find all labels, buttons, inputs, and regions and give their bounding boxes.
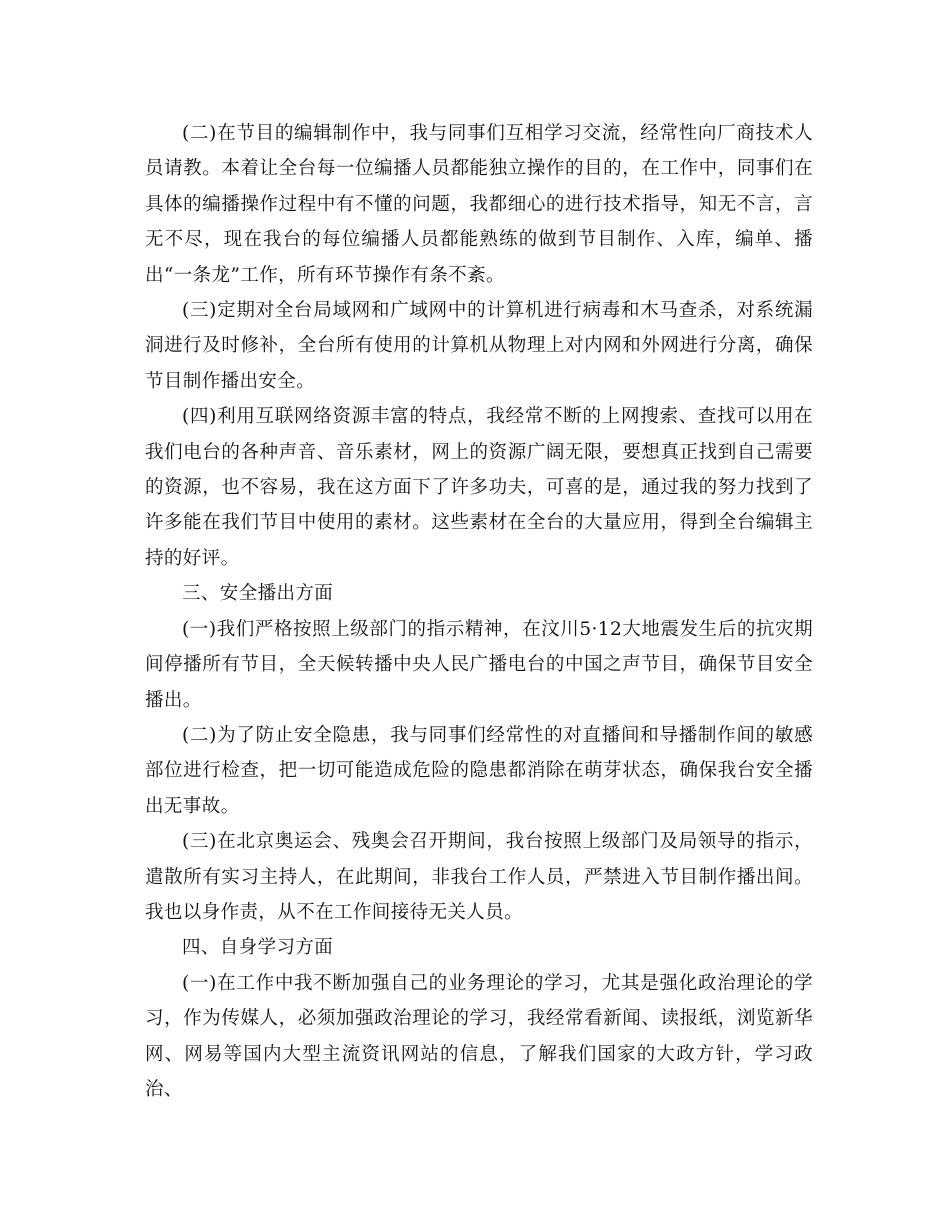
- paragraph-editing-production: (二)在节目的编辑制作中，我与同事们互相学习交流，经常性向厂商技术人员请教。本着让全台每一位编播人员都能独立操作的目的，在工作中，同事们在具体的编播操作过程中有不懂的问题，我都细心的进行技术指导，知无不言，言无不尽，现在我台的每位编播人员都能熟练的做到节目制作、入库，编单、播出“一条龙”工作，所有环节操作有条不紊。: [145, 123, 813, 286]
- section-heading-self-study: 四、自身学习方面: [182, 937, 334, 959]
- paragraph-olympics-period: (三)在北京奥运会、残奥会召开期间，我台按照上级部门及局领导的指示，遣散所有实习主持人，在此期间，非我台工作人员，严禁进入节目制作播出间。我也以身作责，从不在工作间接待无关人员。: [145, 831, 813, 923]
- document-body: [145, 116, 813, 1107]
- paragraph-theory-study: (一)在工作中我不断加强自己的业务理论的学习，尤其是强化政治理论的学习，作为传媒人，必须加强政治理论的学习，我经常看新闻、读报纸，浏览新华网、网易等国内大型主流资讯网站的信息，了解我们国家的大政方针，学习政治、: [145, 972, 813, 1100]
- paragraph-internet-resources: (四)利用互联网络资源丰富的特点，我经常不断的上网搜索、查找可以用在我们电台的各种声音、音乐素材，网上的资源广阔无限，要想真正找到自己需要的资源，也不容易，我在这方面下了许多功夫，可喜的是，通过我的努力找到了许多能在我们节目中使用的素材。这些素材在全台的大量应用，得到全台编辑主持的好评。: [145, 406, 813, 569]
- section-heading-safe-broadcast: 三、安全播出方面: [182, 583, 334, 605]
- paragraph-safety-inspection: (二)为了防止安全隐患，我与同事们经常性的对直播间和导播制作间的敏感部位进行检查，把一切可能造成危险的隐患都消除在萌芽状态，确保我台安全播出无事故。: [145, 724, 813, 817]
- paragraph-virus-scanning: (三)定期对全台局域网和广域网中的计算机进行病毒和木马查杀，对系统漏洞进行及时修补，全台所有使用的计算机从物理上对内网和外网进行分离，确保节目制作播出安全。: [145, 300, 813, 392]
- paragraph-earthquake-broadcast: (一)我们严格按照上级部门的指示精神，在汶川5·12大地震发生后的抗灾期间停播所有节目，全天候转播中央人民广播电台的中国之声节目，确保节目安全播出。: [145, 618, 813, 711]
